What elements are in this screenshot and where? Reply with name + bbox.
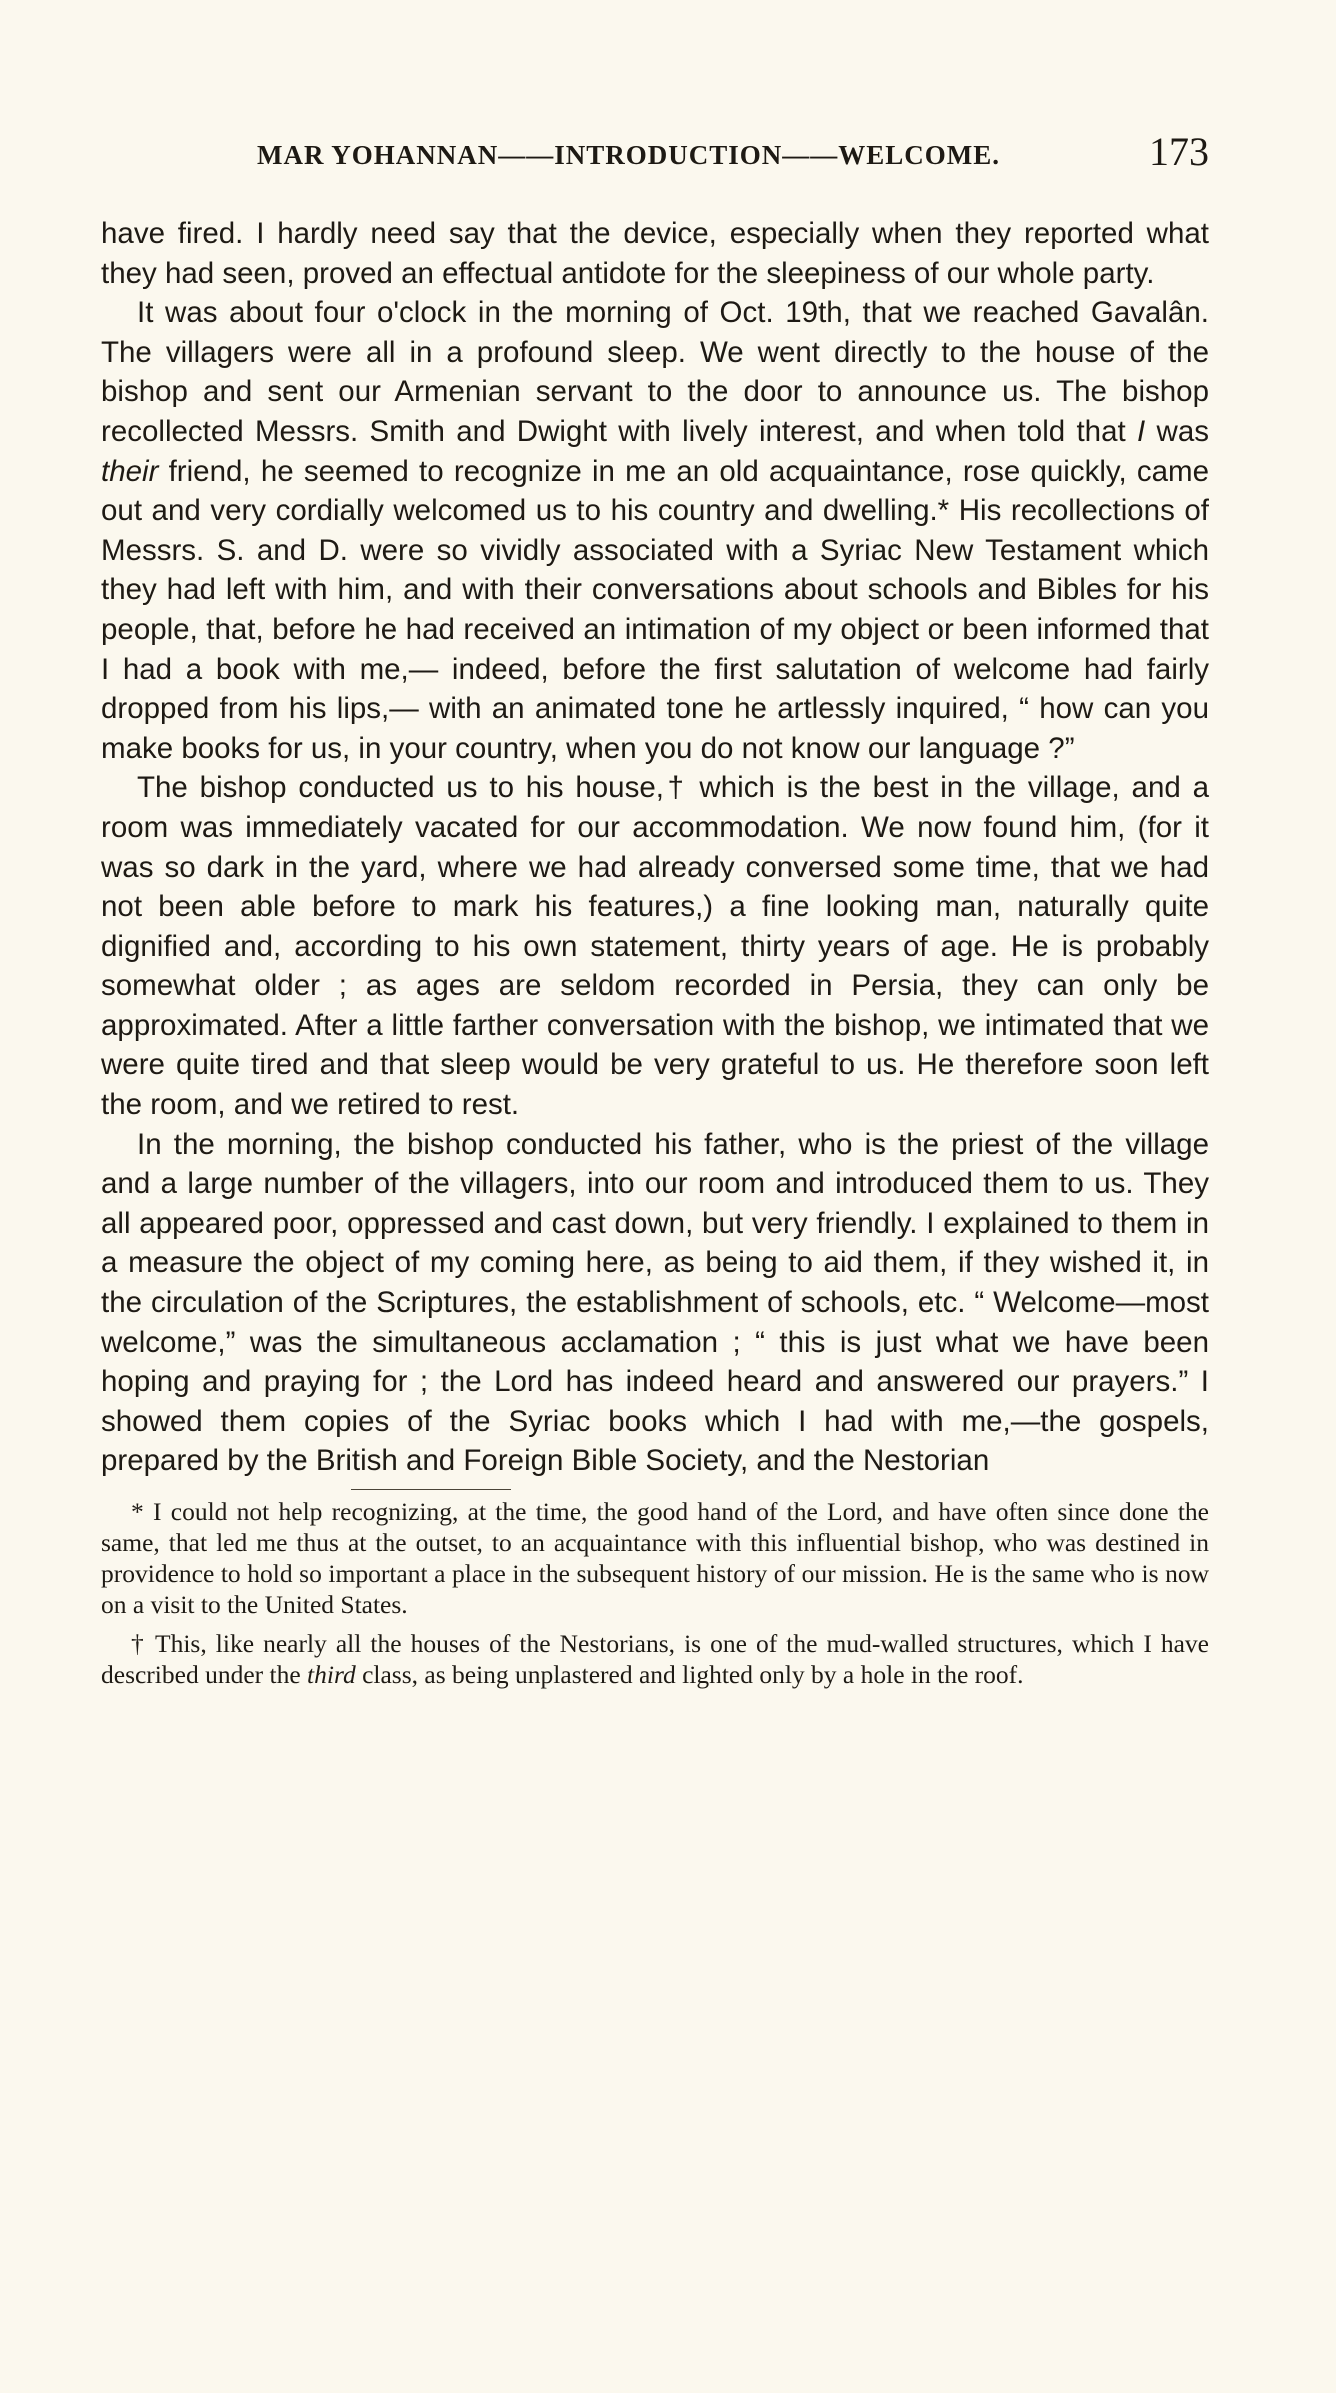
book-page [101, 128, 1209, 1698]
paragraph-1: have fired. I hardly need say that the device, especially when they reported what they had seen, proved an effectual antidote for the sleepiness of our whole party. [101, 217, 1209, 290]
page-number: 173 [1149, 129, 1209, 174]
italic-i: I [1137, 414, 1146, 448]
footnote-2-part-a: † This, like nearly all the houses of the Nestorians, is one of the mud-walled structures, which I have described under the [101, 1629, 1209, 1689]
paragraph-4: In the morning, the bishop conducted his father, who is the priest of the village and a large number of the villagers, into our room and introduced them to us. They all appeared poor, oppressed and cast down, but very friendly. I explained to them in a measure the object of my coming here, as being to aid them, if they wished it, in the circulation of the Scriptures, the establishment of schools, etc. “ Welcome—most welcome,” was the simultaneous acclamation ; “ this is just what we have been hoping and praying for ; the Lord has indeed heard and answered our prayers.” I showed them copies of the Syriac books which I had with me,—the gospels, prepared by the British and Foreign Bible Society, and the Nestorian [101, 1127, 1209, 1478]
footnote-rule [351, 1489, 511, 1490]
footnote-2-part-b: class, as being unplastered and lighted only by a hole in the roof. [362, 1660, 1024, 1689]
footnotes [101, 1496, 1209, 1690]
paragraph-3: The bishop conducted us to his house,† which is the best in the village, and a room was immediately vacated for our accommodation. We now found him, (for it was so dark in the yard, where we had already conversed some time, that we had not been able before to mark his features,) a fine looking man, naturally quite dignified and, according to his own statement, thirty years of age. He is probably somewhat older ; as ages are seldom recorded in Persia, they can only be approximated. After a little farther conversation with the bishop, we intimated that we were quite tired and that sleep would be very grateful to us. He therefore soon left the room, and we retired to rest. [101, 771, 1209, 1122]
running-head [101, 128, 1209, 188]
italic-their: their [101, 454, 159, 488]
paragraph-2-part-b: friend, he seemed to recognize in me an old acquaintance, rose quickly, came out and very cordially welcomed us to his country and dwelling.* His recollections of Messrs. S. and D. were so vividly associated with a Syriac New Testament which they had left with him, and with their conversations about schools and Bibles for his people, that, before he had received an intimation of my object or been informed that I had a book with me,— indeed, before the first salutation of welcome had fairly dropped from his lips,— with an animated tone he artlessly inquired, “ how can you make books for us, in your country, when you do not know our language ?” [101, 454, 1209, 765]
paragraph-2 [101, 293, 1209, 768]
running-title: MAR YOHANNAN——INTRODUCTION——WELCOME. [257, 140, 1001, 170]
paragraph-2-part-a: It was about four o'clock in the morning of Oct. 19th, that we reached Gavalân. The villagers were all in a profound sleep. We went directly to the house of the bishop and sent our Armenian servant to the door to announce us. The bishop recollected Messrs. Smith and Dwight with lively interest, and when told that [101, 296, 1209, 448]
word-was: was [1156, 414, 1210, 448]
body-text [101, 214, 1209, 1481]
footnote-2 [101, 1628, 1209, 1690]
footnote-1: * I could not help recognizing, at the time, the good hand of the Lord, and have often since done the same, that led me thus at the outset, to an acquaintance with this influential bishop, who was destined in providence to hold so important a place in the subsequent history of our mission. He is the same who is now on a visit to the United States. [101, 1497, 1209, 1619]
italic-third: third [307, 1660, 356, 1689]
